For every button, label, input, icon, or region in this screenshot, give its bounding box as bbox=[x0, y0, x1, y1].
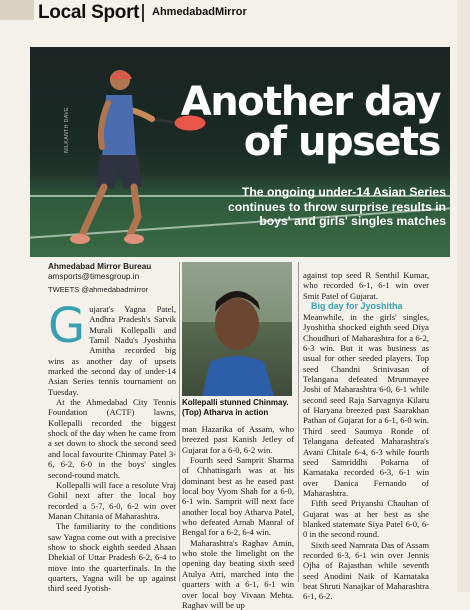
column-3 bbox=[303, 270, 429, 602]
paragraph: Sixth seed Namrata Das of Assam recorded 6-3, 6-1 win over Jennis Ojha of Rajasthan while seventh seed Anodini Naik of Karnataka beat Shruti Nanajkar of Maharashtra 6-1, 6-2. bbox=[303, 539, 429, 602]
deck-line: The ongoing under-14 Asian Series bbox=[241, 185, 446, 199]
paragraph: against top seed R Senthil Kumar, who recorded 6-1, 6-1 win over Smit Patel of Gujarat. bbox=[303, 270, 429, 301]
deck-line: continues to throw surprise results in bbox=[227, 199, 446, 214]
paragraph-text: ujarat's Yagna Patel, Andhra Pradesh's Satvik Murali Kollepalli and Tamil Nadu's Jyoshitha Amitha recorded big wins as another day of upsets marked the second day of under-14 Asian Series tennis tournament on Tuesday. bbox=[48, 304, 176, 397]
portrait-illustration bbox=[182, 262, 292, 396]
paragraph: The familiarity to the conditions saw Yagna come out with a precisive show to shock eighth seeded Ahaan Dhekial of Uttar Pradesh 6-2, 6-4 to move into the quarterfinals. In the quarters, Yagna will be up against third seed Jyotish- bbox=[48, 521, 176, 594]
headline-line: of upsets bbox=[243, 119, 440, 165]
column-1 bbox=[48, 298, 176, 594]
subheading: Big day for Jyoshitha bbox=[311, 301, 403, 312]
column-divider bbox=[298, 262, 299, 582]
page-edge bbox=[457, 0, 470, 592]
byline-email[interactable]: amsports@timesgroup.in bbox=[48, 272, 140, 281]
column-divider bbox=[179, 262, 180, 582]
masthead-divider bbox=[142, 4, 144, 22]
drop-cap: G bbox=[48, 298, 86, 354]
paragraph: Fourth seed Samprit Sharma of Chhattisgarh was at his dominant best as he eased past local boy Vyom Shah for a 6-0, 6-1 win. Samprit will next face another local boy Atharva Patel, who defeated Arnab Manral of Bengal for a 6-2, 6-4 win. bbox=[182, 455, 294, 538]
headline bbox=[170, 79, 440, 165]
paragraph: man Hazarika of Assam, who breezed past Kanish Jetley of Gujarat for a 6-0, 6-2 win. bbox=[182, 424, 294, 455]
byline bbox=[48, 262, 178, 295]
paragraph bbox=[48, 298, 176, 397]
masthead bbox=[0, 0, 470, 27]
byline-name: Ahmedabad Mirror Bureau bbox=[48, 262, 152, 271]
paragraph: At the Ahmedabad City Tennis Foundation (ACTF) lawns, Kollepalli recorded the biggest shock of the day when he came from a set down to shock the second seed and local favourite Chinmay Patel 3-6, 6-2, 6-0 in the boys' singles second-round match. bbox=[48, 397, 176, 480]
section-color-bar bbox=[0, 0, 34, 20]
byline-twitter[interactable]: TWEETS @ahmedabadmirror bbox=[48, 285, 149, 294]
column-2 bbox=[182, 424, 294, 610]
paragraph: Maharashtra's Raghav Amin, who stole the limelight on the opening day beating sixth seed Atulya Atri, marched into the quarters with a 6-1, 6-1 win over local boy Vivaan Mehta. Raghav will be up bbox=[182, 537, 294, 610]
deck-line: boys' and girls' singles matches bbox=[259, 214, 446, 228]
headline-line: Another day bbox=[180, 79, 440, 125]
paragraph: Meanwhile, in the girls' singles, Jyoshitha shocked eighth seed Diya Choudhuri of Maharashtra for a 6-2, 6-3 win. But it was business as usual for other seeded players. Top seed Chandni Srinivasan of Telangana defeated Mrunmayee Joshi of Maharashtra 6-0, 6-1 while second seed Raja Sarvagnya Kilaru of Haryana breezed past Saarakhan Pathan of Gujarat for a 6-1, 6-0 win. Third seed Saumya Ronde of Telangana defeated Maharashtra's Avani Chitale 6-4, 6-3 while fourth seed Samriddhi Pokarna of Karnataka recorded 6-3, 6-1 win over Danica Fernando of Maharashtra. bbox=[303, 312, 429, 498]
photo-credit: NILKANTH DAVE bbox=[64, 107, 70, 153]
paragraph: Kollepalli will face a resolute Vraj Gohil next after the local boy recorded a 5-7, 6-0, 6-2 win over Manan Chitania of Maharashtra. bbox=[48, 479, 176, 521]
paragraph: Fifth seed Priyanshi Chauhan of Gujarat was at her best as she blanked statemate Siya Patel 6-0, 6-0 in the second round. bbox=[303, 498, 429, 540]
section-title: Local Sport bbox=[38, 2, 140, 23]
deck bbox=[198, 185, 446, 229]
inset-photo bbox=[182, 262, 292, 396]
newspaper-name: AhmedabadMirror bbox=[152, 6, 247, 18]
photo-caption: Kollepalli stunned Chinmay. (Top) Atharva in action bbox=[182, 398, 289, 417]
